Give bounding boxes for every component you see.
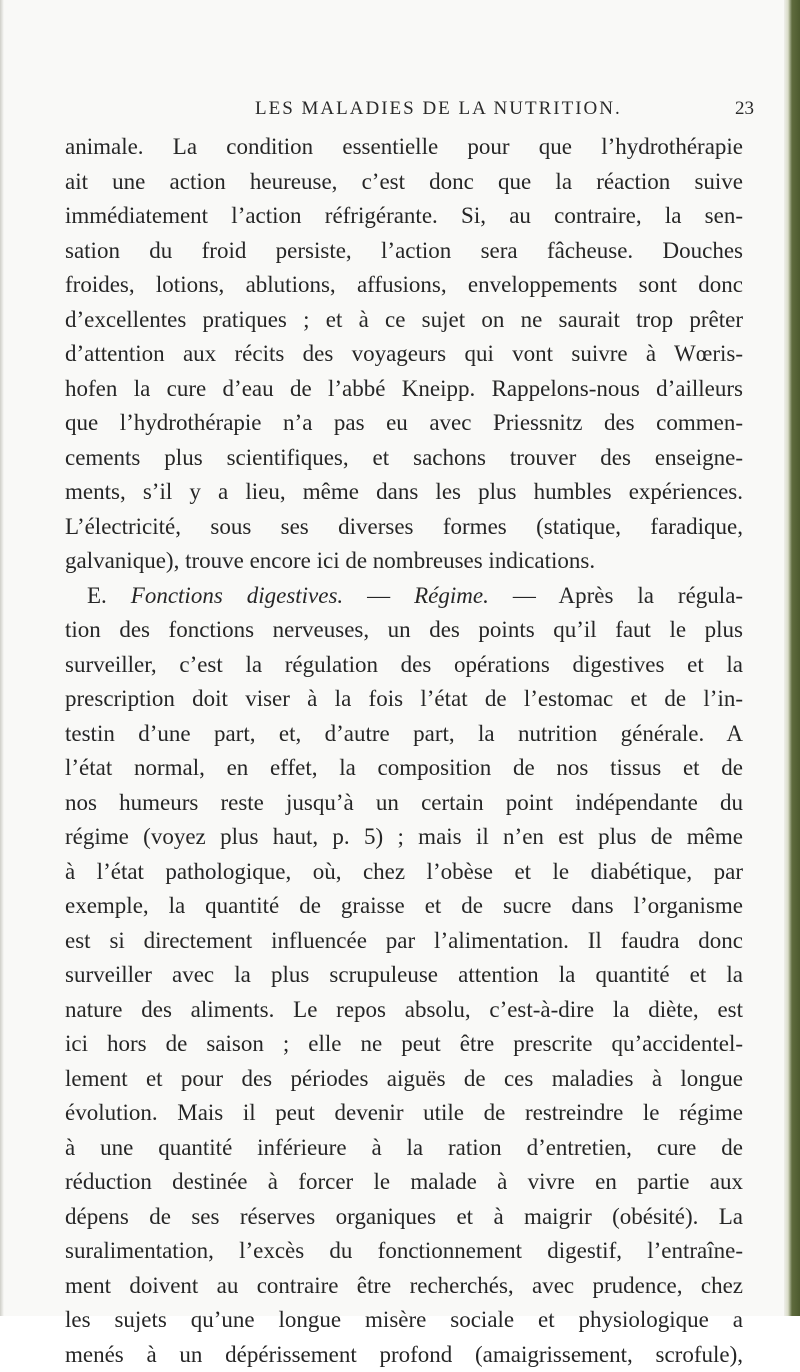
text-line: évolution. Mais il peut devenir utile de restreindre le régime (65, 1096, 743, 1131)
text-line: à l’état pathologique, où, chez l’obèse et le diabétique, par (65, 855, 743, 890)
text-line: testin d’une part, et, d’autre part, la nutrition générale. A (65, 717, 743, 752)
text-line: tion des fonctions nerveuses, un des points qu’il faut le plus (65, 613, 743, 648)
text-line: prescription doit viser à la fois l’état de l’estomac et de l’in- (65, 682, 743, 717)
running-header (0, 98, 784, 122)
text-line: les sujets qu’une longue misère sociale et physiologique a (65, 1303, 743, 1338)
text-line: froides, lotions, ablutions, affusions, enveloppements sont donc (65, 268, 743, 303)
text-line: que l’hydrothérapie n’a pas eu avec Priessnitz des commen- (65, 406, 743, 441)
text-line: d’excellentes pratiques ; et à ce sujet on ne saurait trop prêter (65, 303, 743, 338)
body-text (65, 130, 743, 1372)
page-number: 23 (735, 98, 754, 120)
text-line: cements plus scientifiques, et sachons trouver des enseigne- (65, 441, 743, 476)
text-line: réduction destinée à forcer le malade à vivre en partie aux (65, 1165, 743, 1200)
text-line: galvanique), trouve encore ici de nombreuses indications. (65, 544, 743, 579)
section-dash: — (367, 583, 390, 608)
text-line: sation du froid persiste, l’action sera fâcheuse. Douches (65, 234, 743, 269)
text-line: exemple, la quantité de graisse et de sucre dans l’organisme (65, 889, 743, 924)
text-line: ici hors de saison ; elle ne peut être prescrite qu’accidentel- (65, 1027, 743, 1062)
section-letter: E. (87, 583, 107, 608)
text-line: immédiatement l’action réfrigérante. Si, au contraire, la sen- (65, 199, 743, 234)
text-line: ments, s’il y a lieu, même dans les plus humbles expériences. (65, 475, 743, 510)
text-line: suralimentation, l’excès du fonctionnement digestif, l’entraîne- (65, 1234, 743, 1269)
text-line: surveiller avec la plus scrupuleuse attention la quantité et la (65, 958, 743, 993)
book-spine-edge (784, 0, 800, 1316)
section-heading-line (65, 579, 743, 614)
page-left-edge (0, 0, 4, 1316)
text-line: menés à un dépérissement profond (amaigrissement, scrofule), (65, 1338, 743, 1372)
section-first-line-rest: Après la régula- (559, 583, 744, 608)
text-line: régime (voyez plus haut, p. 5) ; mais il n’en est plus de même (65, 820, 743, 855)
text-line: animale. La condition essentielle pour que l’hydrothérapie (65, 130, 743, 165)
text-line: nature des aliments. Le repos absolu, c’est-à-dire la diète, est (65, 993, 743, 1028)
text-line: hofen la cure d’eau de l’abbé Kneipp. Rappelons-nous d’ailleurs (65, 372, 743, 407)
section-dash: — (513, 583, 536, 608)
text-line: à une quantité inférieure à la ration d’entretien, cure de (65, 1131, 743, 1166)
section-subtitle: Régime. (414, 583, 489, 608)
text-line: d’attention aux récits des voyageurs qui vont suivre à Wœris- (65, 337, 743, 372)
section-title: Fonctions digestives. (131, 583, 343, 608)
text-line: nos humeurs reste jusqu’à un certain point indépendante du (65, 786, 743, 821)
text-line: lement et pour des périodes aiguës de ces maladies à longue (65, 1062, 743, 1097)
running-title: LES MALADIES DE LA NUTRITION. (255, 98, 622, 120)
text-line: surveiller, c’est la régulation des opérations digestives et la (65, 648, 743, 683)
text-line: dépens de ses réserves organiques et à maigrir (obésité). La (65, 1200, 743, 1235)
text-line: ment doivent au contraire être recherchés, avec prudence, chez (65, 1269, 743, 1304)
text-line: L’électricité, sous ses diverses formes (statique, faradique, (65, 510, 743, 545)
text-line: l’état normal, en effet, la composition de nos tissus et de (65, 751, 743, 786)
text-line: ait une action heureuse, c’est donc que la réaction suive (65, 165, 743, 200)
text-line: est si directement influencée par l’alimentation. Il faudra donc (65, 924, 743, 959)
